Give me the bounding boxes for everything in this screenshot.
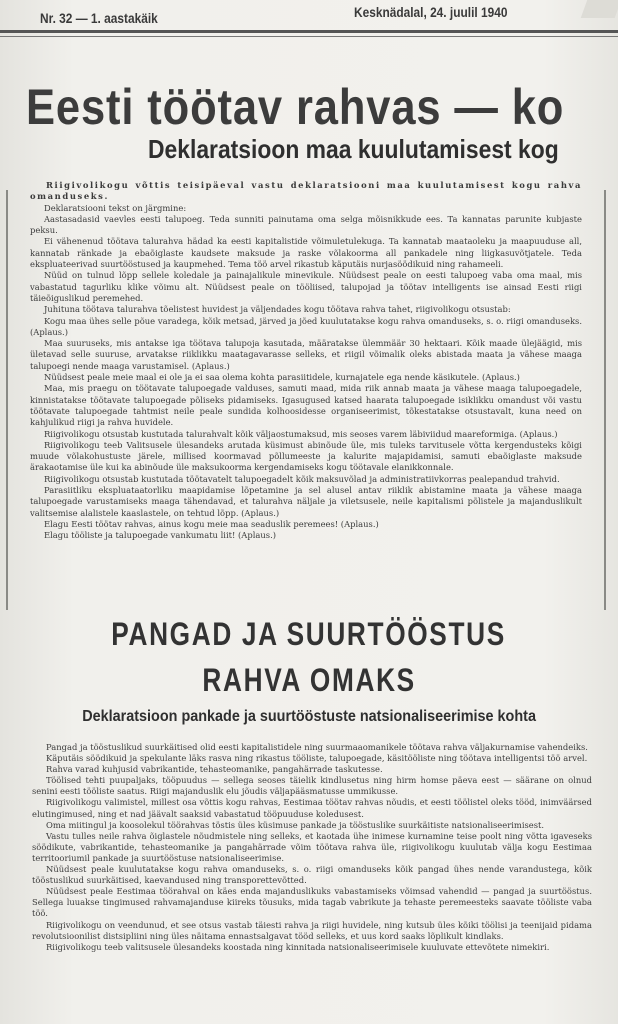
article2-paragraph: Nüüdsest peale Eestimaa töörahval on käes enda majanduslikuks vabastamiseks võimsad vahendid — pangad ja suurtööstus. Sellega luuakse tingimused rahvamajanduse kiireks tõusuks, mida tagab vabrikute ja tehaste peremeesteks saavate tööliste vaba töö.: [32, 886, 592, 919]
article1-paragraph: Maa suuruseks, mis antakse iga töötava talupoja kasutada, määratakse ülemmäär 30 hektaari. Kõik maade ülejäägid, mis ületavad selle suuruse, arvatakse riiklikku maatagavarasse selleks, et riigil võimalik oleks abistada maata ja vähese maaga talupoegi nende maaga varustamisel. (Aplaus.): [30, 338, 582, 371]
article1-paragraph: Juhituna töötava talurahva tõelistest huvidest ja väljendades kogu töötava rahva tahet, riigivolikogu otsustab:: [44, 304, 511, 315]
article2-paragraph: Nüüdsest peale kuulutatakse kogu rahva omanduseks, s. o. riigi omanduseks kõik pangad ühes nende varandustega, kõik tööstuslikud suurkäitised, kaevandused ning transporettevõtted.: [32, 864, 592, 886]
article2-subheadline: Deklaratsioon pankade ja suurtööstuste natsionaliseerimise kohta: [82, 708, 536, 725]
article1-paragraph: Riigivolikogu otsustab kustutada talurahvalt kõik väljaostumaksud, mis seoses varem läbiviidud maareformiga. (Aplaus.): [44, 428, 558, 439]
article2-paragraph: Riigivolikogu valimistel, millest osa võttis kogu rahvas, Eestimaa töötav rahvas nõudis, et eesti töölistel oleks tööd, inimväärsed elutingimused, ning et nad jäävalt saaksid vabastatud tööpuuduse koledusest.: [32, 797, 592, 819]
article1-paragraph: Parasiitliku ekspluataatorliku maapidamise lõpetamine ja sel alusel antav riiklik abistamine maata ja vähese maaga talupoegade varustamiseks maaga tähendavad, et talurahva näljale ja viletsusele, neile kapitalismi põlistele ja majanduslikult valitsemise alalistele kaaslastele, on tehtud lõpp. (Aplaus.): [30, 485, 582, 518]
masthead-rule: [0, 30, 618, 33]
article2-paragraph: Pangad ja tööstuslikud suurkäitised olid eesti kapitalistidele ning suurmaaomanikele töötava rahva väljakurnamise vahendeiks.: [46, 742, 588, 752]
article1-subheadline: Deklaratsioon maa kuulutamisest kog: [148, 134, 559, 164]
article1-paragraph: Deklaratsiooni tekst on järgmine:: [44, 202, 187, 213]
article1-paragraph: Nüüd on tulnud lõpp sellele koledale ja painajalikule minevikule. Nüüdsest peale on eesti talupoeg vaba oma maal, mis vabastatud tagurliku klike võimu alt. Nüüdsest peale on tööliised, talupojad ja töötav intelligents ise ainsad Eesti riigi täieõiguslikud peremehed.: [30, 270, 582, 303]
masthead-rule-thin: [0, 36, 618, 37]
article1-paragraph: Riigivolikogu teeb Valitsusele ülesandeks arutada küsimust abinõude üle, mis tuleks tarvitusele võtta kergendusteks kõigi muude võlakohustuste järele, millised koormavad põllumeeste ja kalurite majapidamisi, samuti ebaõiglaste maksude ärakaotamise üle kui ka abinõude üle maksukoorma kergendamiseks kogu töötavale elanikkonnale.: [30, 439, 582, 473]
article2-paragraph: Vastu tulles neile rahva õiglastele nõudmistele ning selleks, et kaotada ühe inimese kurnamine teise poolt ning võtta igaveseks söödikute, vabrikantide, tehasteomanike ja pangahärrade võim töötava rahva üle, riigivolikogu kuulutab välja kogu Eestimaa territooriumil pankade ja suurtööstuse natsionaliseerimise.: [32, 830, 592, 863]
article1-paragraph: Riigivolikogu otsustab kustutada töötavatelt talupoegadelt kõik maksuvõlad ja administratiivkorras pealepandud trahvid.: [44, 473, 560, 484]
article1-paragraph: Elagu Eesti töötav rahvas, ainus kogu meie maa seaduslik peremees! (Aplaus.): [44, 518, 379, 529]
right-margin-rule: [604, 190, 606, 610]
issue-number: Nr. 32 — 1. aastakäik: [40, 10, 158, 26]
masthead: [0, 0, 618, 30]
left-margin-rule: [6, 190, 8, 610]
article2-headline-line1: PANGAD JA SUURTÖÖSTUS: [111, 616, 507, 652]
article2-paragraph: Käputäis söödikuid ja spekulante läks rasva ning rikastus tööliste, talupoegade, käsitööliste ning töötava intelligentsi töö arvel.: [46, 753, 588, 764]
corner-tape: [581, 0, 618, 18]
article2-paragraph: Rahva varad kuhjusid vabrikantide, tehasteomanike, pangahärrade taskutesse.: [46, 764, 383, 775]
article2-paragraph: Töölised tehti puupaljaks, tööpuudus — sellega seoses täielik kindlusetus ning hirm homse päeva eest — säärane on olnud senini eesti tööliste saatus. Riigi majanduslik elu jõudis väljapääsmatusse ummikusse.: [32, 775, 592, 797]
article1-paragraph: Maa, mis praegu on töötavate talupoegade valduses, samuti maad, mida riik annab maata ja vähese maaga talupoegadele, kinnistatakse töötavate talupoegade põliseks pidamiseks. Igasugused katsed haarata talupoegade isiklikku omandust või vastu töötavate talupoegade tahtmist neile peale sundida kolhoosidesse organiseerimist, tõkestatakse otsustavalt, kuna need on kahjulikud riigi ja rahva huvidele.: [30, 383, 582, 428]
article1-body: [30, 180, 582, 542]
article2-paragraph: Oma miitingul ja koosolekul töörahvas töstis üles küsimuse pankade ja tööstuslike suurkäitiste natsionaliseerimisest.: [46, 819, 545, 830]
article2-paragraph: Riigivolikogu on veendunud, et see otsus vastab täiesti rahva ja riigi huvidele, ning kutsub üles kõiki töölisi ja teenijaid pidama revolutsioonilist distsipliini ning üles näitama ennastsalgavat tööd selleks, et uus kord saaks lõplikult kindlaks.: [32, 919, 592, 941]
article1-paragraph: Kogu maa ühes selle põue varadega, kõik metsad, järved ja jõed kuulutatakse kogu rahva omanduseks, s. o. riigi omanduseks. (Aplaus.): [30, 315, 582, 337]
article1-paragraph: Elagu tööliste ja talupoegade vankumatu liit! (Aplaus.): [44, 530, 277, 541]
article1-paragraph: Ei vähenenud töötava talurahva hädad ka eesti kapitalistide võimuletulekuga. Ta kannatab maataoleku ja maapuuduse all, kannatab ränkade ja ebaõiglaste kaudsete maksude ja raske võlakoorma all pankadele ning liigkasuvõtjatele. Teda ekspluateerivad suurtööstused ja kaupmehed. Tema töö arvel rikastub käputäis nurjasöödikuid ning rahameeli.: [30, 236, 582, 270]
article1-paragraph: Nüüdsest peale meie maal ei ole ja ei saa olema kohta parasiitidele, kurnajatele ega nende käsikutele. (Aplaus.): [44, 372, 520, 383]
article1-paragraph: Aastasadasid vaevles eesti talupoeg. Teda sunniti painutama oma selga mõisnikkude ees. Ta kannatas parunite kubjaste peksu.: [30, 213, 582, 236]
article2-headline-line2: RAHVA OMAKS: [202, 662, 416, 698]
article1-paragraph: Riigivolikogu võttis teisipäeval vastu deklaratsiooni maa kuulutamisest kogu rahva omanduseks.: [30, 180, 582, 202]
article2-paragraph: Riigivolikogu teeb valitsusele ülesandeks koostada ning kinnitada natsionaliseerimisele kuuluvate ettevõtete nimekiri.: [46, 941, 550, 952]
issue-date: Kesknädalal, 24. juulil 1940: [354, 4, 508, 20]
article2-body: [32, 742, 592, 953]
article1-headline: Eesti töötav rahvas — ko: [26, 79, 565, 135]
